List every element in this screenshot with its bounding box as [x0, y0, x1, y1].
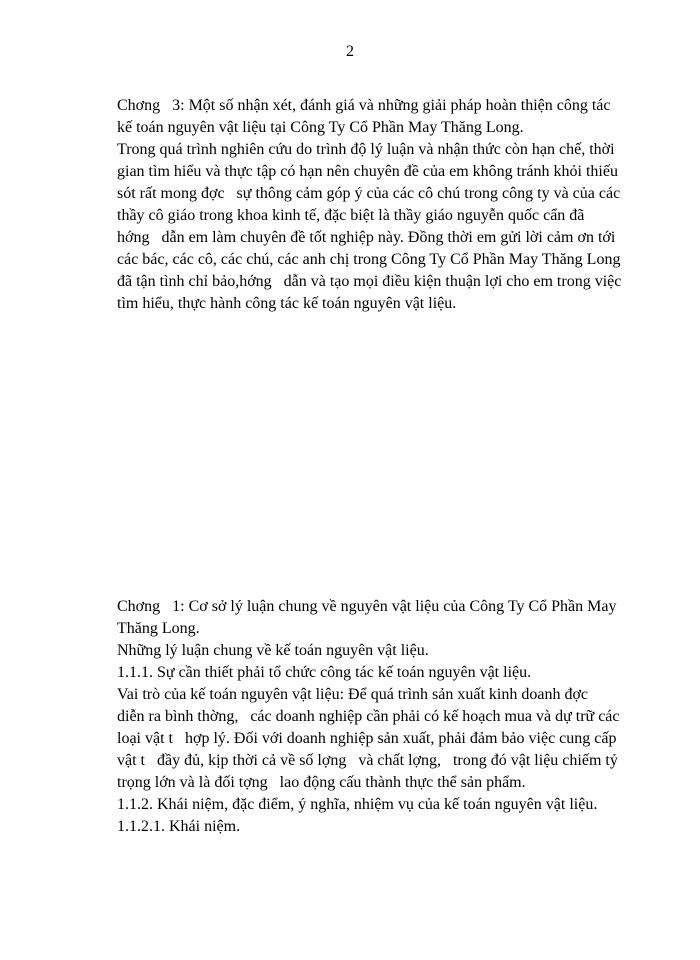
chapter-1-block — [117, 596, 637, 838]
chapter-3-heading-line-2: kế toán nguyên vật liệu tại Công Ty Cổ Phần May Thăng Long. — [117, 119, 524, 136]
page-number: 2 — [346, 43, 354, 60]
chapter-1-heading-line-1: Chơng 1: Cơ sở lý luận chung về nguyên vật liệu của Công Ty Cổ Phần May — [117, 598, 617, 615]
body-text-line: loại vật t hợp lý. Đối với doanh nghiệp sản xuất, phải đảm bảo việc cung cấp — [117, 730, 617, 747]
body-text-line: Vai trò của kế toán nguyên vật liệu: Để quá trình sản xuất kinh doanh đợc — [117, 686, 588, 703]
acknowledgement-line: gian tìm hiểu và thực tập có hạn nên chuyên đề của em không tránh khỏi thiếu — [117, 163, 618, 180]
acknowledgement-line: các bác, các cô, các chú, các anh chị trong Công Ty Cổ Phần May Thăng Long — [117, 251, 621, 268]
acknowledgement-line: đã tận tình chỉ bảo,hớng dẫn và tạo mọi điều kiện thuận lợi cho em trong việc — [117, 273, 622, 290]
chapter-3-intro-block — [117, 95, 637, 315]
subsection-heading-1-1-1: 1.1.1. Sự cần thiết phải tổ chức công tác kế toán nguyên vật liệu. — [117, 664, 532, 681]
subsection-heading-1-1-2-1: 1.1.2.1. Khái niệm. — [117, 818, 241, 835]
body-text-line: trọng lớn và là đối tợng lao động cấu thành thực thể sản phẩm. — [117, 774, 526, 791]
chapter-1-heading-line-2: Thăng Long. — [117, 620, 200, 637]
acknowledgement-line: hớng dẫn em làm chuyên đề tốt nghiệp này. Đồng thời em gửi lời cảm ơn tới — [117, 229, 616, 246]
body-text-line: diễn ra bình thờng, các doanh nghiệp cần phải có kế hoạch mua và dự trữ các — [117, 708, 620, 725]
acknowledgement-line: tìm hiểu, thực hành công tác kế toán nguyên vật liệu. — [117, 295, 457, 312]
acknowledgement-line: sót rất mong đợc sự thông cảm góp ý của các cô chú trong công ty và của các — [117, 185, 621, 202]
body-text-line: vật t đầy đủ, kịp thời cả về số lợng và chất lợng, trong đó vật liệu chiếm tỷ — [117, 752, 618, 769]
subsection-heading-1-1-2: 1.1.2. Khái niệm, đặc điểm, ý nghĩa, nhiệm vụ của kế toán nguyên vật liệu. — [117, 796, 598, 813]
chapter-3-heading-line-1: Chơng 3: Một số nhận xét, đánh giá và những giải pháp hoàn thiện công tác — [117, 97, 611, 114]
acknowledgement-line: thầy cô giáo trong khoa kinh tế, đặc biệt là thầy giáo nguyễn quốc cẩn đã — [117, 207, 585, 224]
section-heading: Những lý luận chung về kế toán nguyên vật liệu. — [117, 642, 429, 659]
acknowledgement-line: Trong quá trình nghiên cứu do trình độ lý luận và nhận thức còn hạn chế, thời — [117, 141, 615, 158]
